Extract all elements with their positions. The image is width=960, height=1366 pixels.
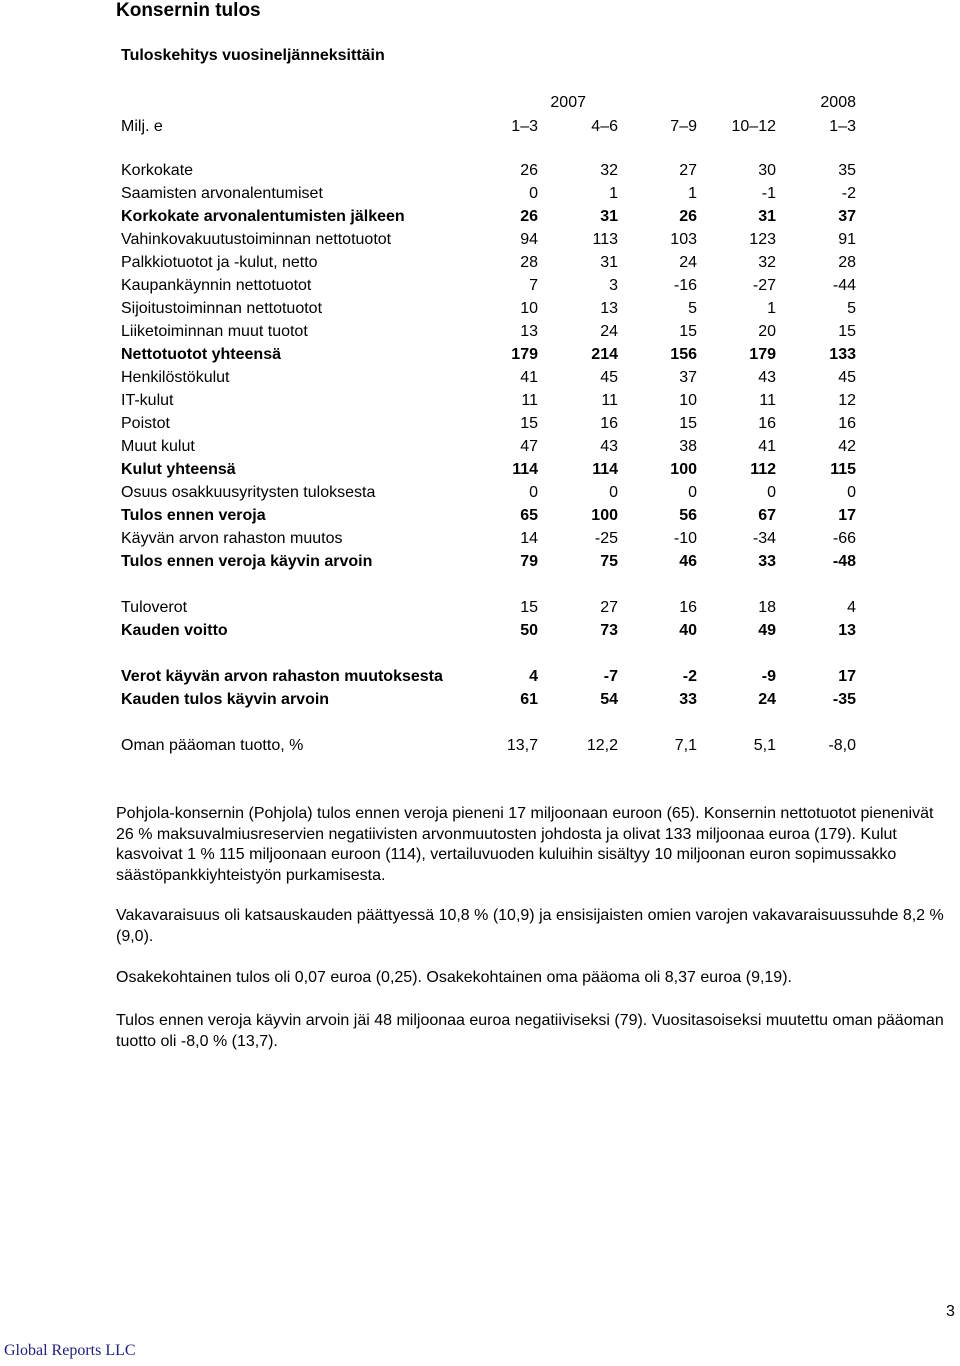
table-row [0, 620, 960, 642]
paragraph: Osakekohtainen tulos oli 0,07 euroa (0,25). Osakekohtainen oma pääoma oli 8,37 euroa (9,19). [116, 969, 792, 986]
period-header: 4–6 [591, 118, 618, 135]
cell-value: 32 [758, 254, 776, 271]
cell-value: 24 [600, 323, 618, 340]
cell-value: -2 [841, 185, 856, 202]
row-label: Osuus osakkuusyritysten tuloksesta [121, 484, 376, 501]
cell-value: 61 [520, 691, 538, 708]
cell-value: 5 [847, 300, 856, 317]
cell-value: 112 [750, 461, 776, 478]
cell-value: 11 [521, 392, 538, 409]
cell-value: 10 [679, 392, 697, 409]
cell-value: 42 [838, 438, 856, 455]
row-label: Kauden tulos käyvin arvoin [121, 691, 330, 708]
cell-value: 5,1 [753, 737, 776, 754]
cell-value: 11 [601, 392, 618, 409]
cell-value: 47 [520, 438, 538, 455]
cell-value: -27 [752, 277, 776, 294]
row-label: Korkokate [121, 162, 194, 179]
period-header: 1–3 [829, 118, 856, 135]
row-label: Sijoitustoiminnan nettotuotot [121, 300, 323, 317]
unit-label: Milj. e [121, 118, 163, 135]
cell-value: 0 [529, 484, 538, 501]
cell-value: 179 [749, 346, 776, 363]
cell-value: 20 [758, 323, 776, 340]
table-header-row [0, 116, 960, 138]
cell-value: 30 [758, 162, 776, 179]
table-row [0, 252, 960, 274]
cell-value: 33 [758, 553, 776, 570]
cell-value: -10 [673, 530, 697, 547]
cell-value: 114 [592, 461, 618, 478]
page-title: Konsernin tulos [116, 0, 261, 21]
cell-value: 12,2 [586, 737, 618, 754]
cell-value: 0 [529, 185, 538, 202]
cell-value: 15 [520, 599, 538, 616]
cell-value: 16 [600, 415, 618, 432]
row-label: Vahinkovakuutustoiminnan nettotuotot [121, 231, 392, 248]
cell-value: 114 [512, 461, 538, 478]
table-row [0, 344, 960, 366]
year-2007: 2007 [550, 94, 586, 111]
cell-value: 7 [529, 277, 538, 294]
cell-value: -16 [673, 277, 697, 294]
cell-value: 4 [529, 668, 538, 685]
cell-value: 156 [670, 346, 697, 363]
table-row [0, 735, 960, 757]
table-row [0, 505, 960, 527]
cell-value: 56 [679, 507, 697, 524]
row-label: Korkokate arvonalentumisten jälkeen [121, 208, 405, 225]
cell-value: 37 [679, 369, 697, 386]
cell-value: 103 [670, 231, 697, 248]
cell-value: 75 [600, 553, 618, 570]
cell-value: 40 [679, 622, 697, 639]
cell-value: 15 [679, 415, 697, 432]
cell-value: 16 [679, 599, 697, 616]
cell-value: 0 [609, 484, 618, 501]
row-label: Tulos ennen veroja [121, 507, 266, 524]
row-label: Nettotuotot yhteensä [121, 346, 281, 363]
table-row [0, 528, 960, 550]
row-label: Liiketoiminnan muut tuotot [121, 323, 308, 340]
row-label: Palkkiotuotot ja -kulut, netto [121, 254, 318, 271]
cell-value: 27 [679, 162, 697, 179]
cell-value: 13 [838, 622, 856, 639]
cell-value: -1 [761, 185, 776, 202]
row-label: Muut kulut [121, 438, 195, 455]
cell-value: -35 [832, 691, 856, 708]
cell-value: 38 [679, 438, 697, 455]
cell-value: 0 [767, 484, 776, 501]
cell-value: 15 [520, 415, 538, 432]
paragraph: Tulos ennen veroja käyvin arvoin jäi 48 miljoonaa euroa negatiiviseksi (79). Vuositasoiseksi muutettu oman pääoman tuotto oli -8,0 % (13,7). [116, 1012, 944, 1050]
period-header: 1–3 [511, 118, 538, 135]
section-subtitle: Tuloskehitys vuosineljänneksittäin [121, 47, 385, 64]
cell-value: 0 [688, 484, 697, 501]
cell-value: 41 [758, 438, 776, 455]
cell-value: 94 [520, 231, 538, 248]
cell-value: 33 [679, 691, 697, 708]
cell-value: 79 [520, 553, 538, 570]
table-row [0, 390, 960, 412]
table-row [0, 298, 960, 320]
row-label: IT-kulut [121, 392, 174, 409]
cell-value: 41 [520, 369, 538, 386]
table-row [0, 367, 960, 389]
cell-value: -7 [603, 668, 618, 685]
row-label: Kaupankäynnin nettotuotot [121, 277, 312, 294]
cell-value: 15 [679, 323, 697, 340]
cell-value: 115 [830, 461, 856, 478]
cell-value: 16 [838, 415, 856, 432]
cell-value: 5 [688, 300, 697, 317]
table-row [0, 160, 960, 182]
footer-watermark: Global Reports LLC [4, 1342, 136, 1359]
cell-value: 73 [600, 622, 618, 639]
cell-value: 35 [838, 162, 856, 179]
table-row [0, 597, 960, 619]
paragraph: Vakavaraisuus oli katsauskauden päättyessä 10,8 % (10,9) ja ensisijaisten omien varojen vakavaraisuussuhde 8,2 % (9,0). [116, 907, 944, 945]
table-row [0, 482, 960, 504]
cell-value: -2 [682, 668, 697, 685]
row-label: Kauden voitto [121, 622, 228, 639]
period-header: 10–12 [731, 118, 776, 135]
cell-value: 43 [600, 438, 618, 455]
cell-value: 18 [758, 599, 776, 616]
cell-value: 50 [520, 622, 538, 639]
row-label: Poistot [121, 415, 170, 432]
cell-value: 15 [838, 323, 856, 340]
cell-value: 11 [759, 392, 776, 409]
year-2008: 2008 [820, 94, 856, 111]
cell-value: 46 [679, 553, 697, 570]
cell-value: 32 [600, 162, 618, 179]
cell-value: 214 [591, 346, 618, 363]
cell-value: 45 [600, 369, 618, 386]
cell-value: 100 [670, 461, 697, 478]
cell-value: -9 [761, 668, 776, 685]
period-header: 7–9 [670, 118, 697, 135]
cell-value: 31 [600, 208, 618, 225]
cell-value: 31 [758, 208, 776, 225]
cell-value: 17 [838, 507, 856, 524]
row-label: Tulos ennen veroja käyvin arvoin [121, 553, 373, 570]
table-row [0, 689, 960, 711]
cell-value: 1 [688, 185, 697, 202]
cell-value: 3 [609, 277, 618, 294]
table-row [0, 459, 960, 481]
row-label: Tuloverot [121, 599, 188, 616]
cell-value: 28 [520, 254, 538, 271]
cell-value: 123 [749, 231, 776, 248]
cell-value: 13 [520, 323, 538, 340]
cell-value: 67 [758, 507, 776, 524]
row-label: Henkilöstökulut [121, 369, 230, 386]
cell-value: 26 [520, 162, 538, 179]
row-label: Käyvän arvon rahaston muutos [121, 530, 343, 547]
table-row [0, 321, 960, 343]
paragraph: Pohjola-konsernin (Pohjola) tulos ennen veroja pieneni 17 miljoonaan euroon (65). Konsernin nettotuotot pienenivät 26 % maksuvalmiusreservien negatiivisten arvonmuutosten johdosta ja olivat 133 miljoonaa euroa (179). Kulut kasvoivat 1 % 115 miljoonaan euroon (114), vertailuvuoden kuluihin sisältyy 10 miljoonan euron sopimussakko säästöpankkiyhteistyön purkamisesta. [116, 805, 934, 884]
cell-value: 1 [609, 185, 618, 202]
cell-value: 43 [758, 369, 776, 386]
cell-value: 54 [600, 691, 618, 708]
table-row [0, 666, 960, 688]
cell-value: 45 [838, 369, 856, 386]
table-row [0, 413, 960, 435]
cell-value: 26 [679, 208, 697, 225]
cell-value: 0 [847, 484, 856, 501]
cell-value: -8,0 [828, 737, 856, 754]
cell-value: -44 [832, 277, 856, 294]
cell-value: -34 [752, 530, 776, 547]
cell-value: 12 [838, 392, 856, 409]
table-row [0, 436, 960, 458]
cell-value: 13 [600, 300, 618, 317]
cell-value: -25 [594, 530, 618, 547]
cell-value: 113 [592, 231, 618, 248]
row-label: Oman pääoman tuotto, % [121, 737, 304, 754]
cell-value: 16 [758, 415, 776, 432]
cell-value: 4 [847, 599, 856, 616]
table-row [0, 206, 960, 228]
cell-value: 17 [838, 668, 856, 685]
table-row [0, 183, 960, 205]
cell-value: 26 [520, 208, 538, 225]
cell-value: 91 [838, 231, 856, 248]
cell-value: 10 [520, 300, 538, 317]
cell-value: 28 [838, 254, 856, 271]
table-row [0, 551, 960, 573]
table-row [0, 229, 960, 251]
cell-value: 24 [758, 691, 776, 708]
cell-value: 13,7 [506, 737, 538, 754]
row-label: Verot käyvän arvon rahaston muutoksesta [121, 668, 443, 685]
cell-value: 100 [591, 507, 618, 524]
cell-value: 14 [520, 530, 538, 547]
cell-value: 65 [520, 507, 538, 524]
row-label: Saamisten arvonalentumiset [121, 185, 323, 202]
cell-value: -66 [832, 530, 856, 547]
cell-value: 27 [600, 599, 618, 616]
row-label: Kulut yhteensä [121, 461, 236, 478]
cell-value: 49 [758, 622, 776, 639]
cell-value: 179 [511, 346, 538, 363]
cell-value: 37 [838, 208, 856, 225]
cell-value: -48 [832, 553, 856, 570]
cell-value: 31 [600, 254, 618, 271]
table-row [0, 275, 960, 297]
cell-value: 1 [767, 300, 776, 317]
cell-value: 7,1 [674, 737, 697, 754]
page-number: 3 [946, 1303, 955, 1320]
cell-value: 24 [679, 254, 697, 271]
cell-value: 133 [829, 346, 856, 363]
